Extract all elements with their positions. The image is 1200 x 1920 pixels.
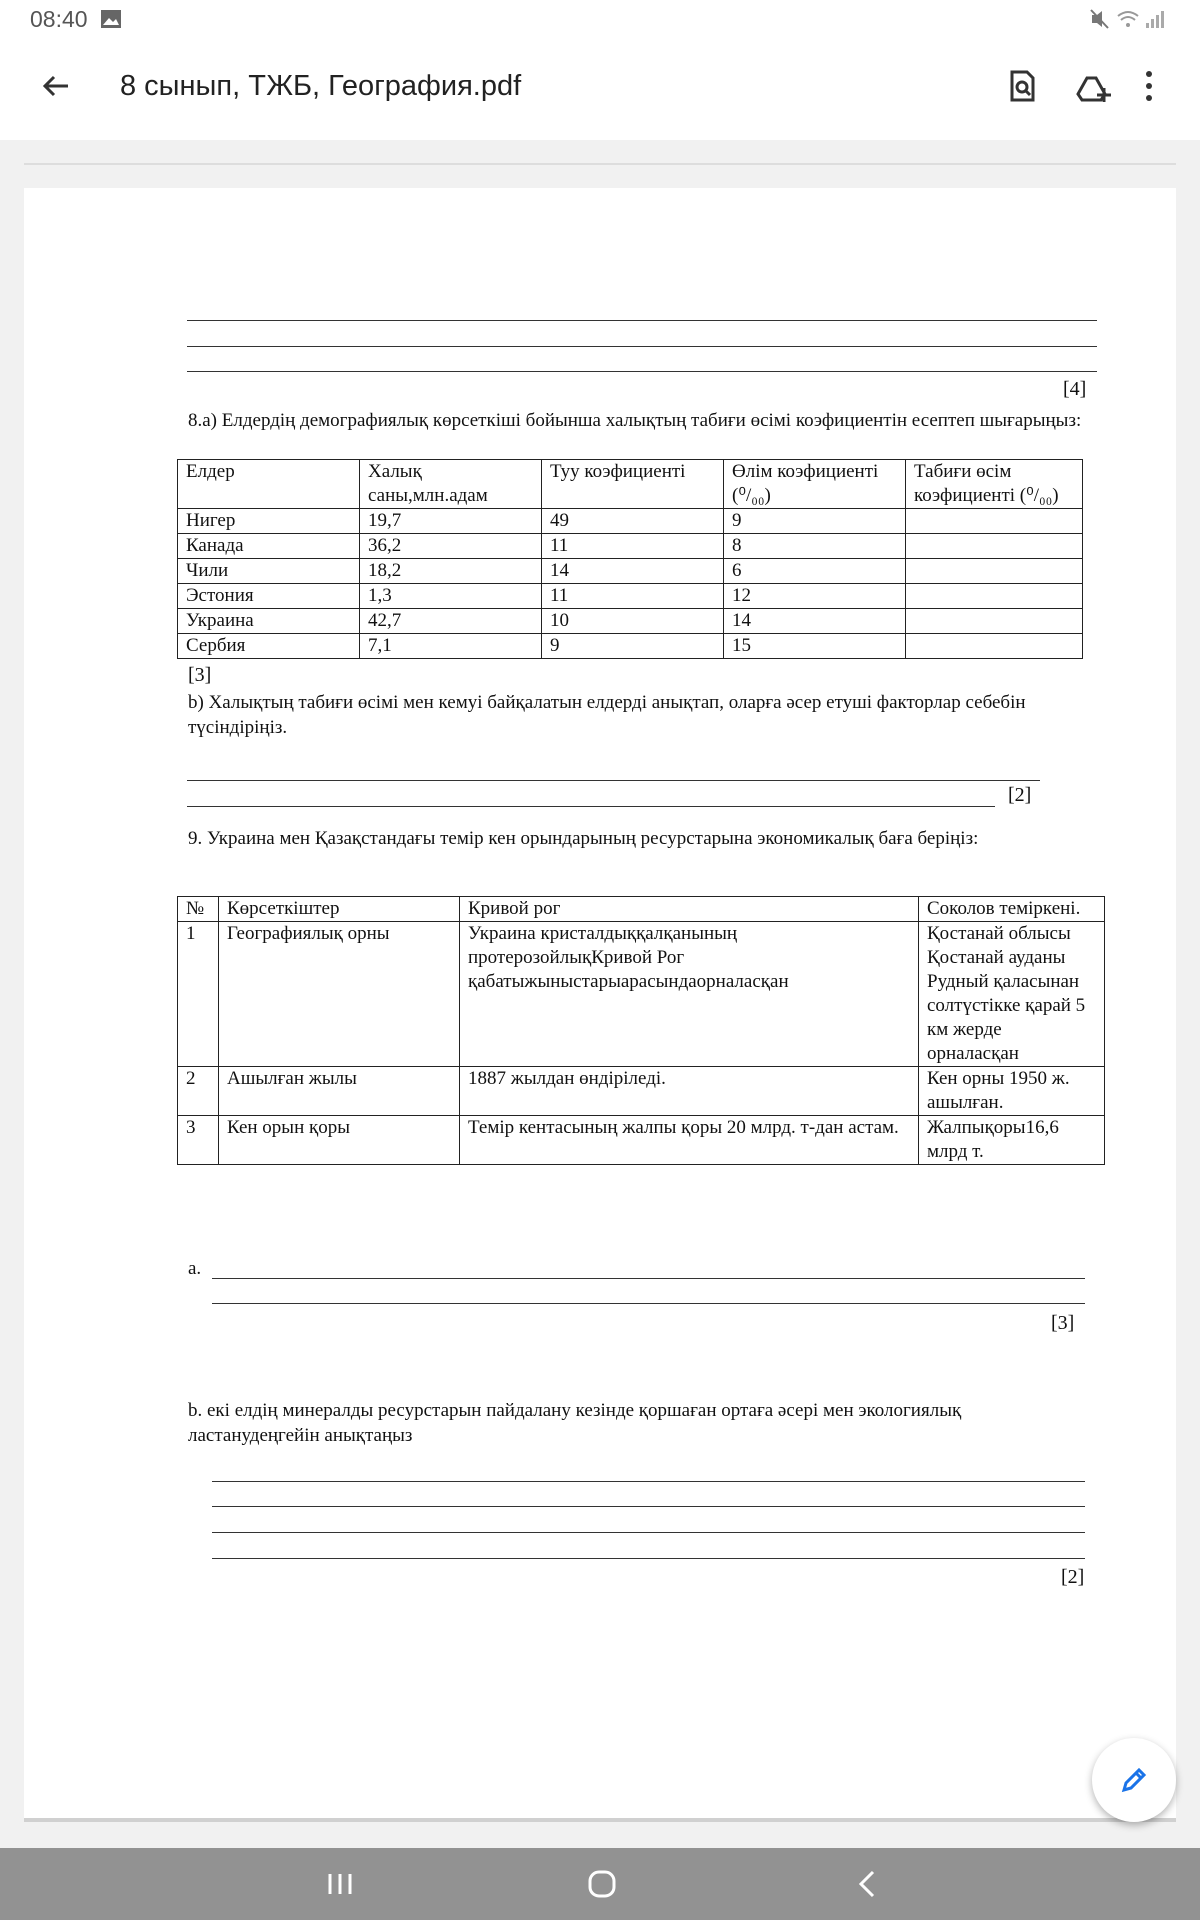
app-bar bbox=[0, 38, 1200, 140]
back-nav-icon[interactable] bbox=[848, 1864, 888, 1904]
signal-icon bbox=[1146, 11, 1164, 28]
table-row bbox=[178, 634, 1083, 659]
table-cell: 12 bbox=[724, 584, 906, 609]
table-cell: 10 bbox=[542, 609, 724, 634]
table-cell: 49 bbox=[542, 509, 724, 534]
answer-line bbox=[212, 1303, 1085, 1304]
question-8a-text: 8.а) Елдердің демографиялық көрсеткіші бойынша халықтың табиғи өсімі коэфициентін есептеп шығарыңыз: bbox=[188, 410, 1082, 431]
search-document-icon[interactable] bbox=[1000, 64, 1044, 108]
table-cell-blank bbox=[906, 509, 1083, 534]
table-cell: 8 bbox=[724, 534, 906, 559]
demography-table bbox=[177, 459, 1083, 659]
table-cell: Жалпықоры16,6 млрд т. bbox=[919, 1116, 1105, 1165]
pencil-icon bbox=[1118, 1764, 1150, 1801]
table-header-row bbox=[178, 460, 1083, 509]
table-cell: 2 bbox=[178, 1067, 219, 1116]
table-row bbox=[178, 534, 1083, 559]
table-cell: 18,2 bbox=[360, 559, 542, 584]
table-cell: 14 bbox=[542, 559, 724, 584]
table-cell: Канада bbox=[178, 534, 360, 559]
answer-line bbox=[212, 1532, 1085, 1533]
table-row bbox=[178, 559, 1083, 584]
table-cell: Украина bbox=[178, 609, 360, 634]
table-row bbox=[178, 609, 1083, 634]
table-header-cell: Елдер bbox=[178, 460, 360, 509]
table-cell: Темір кентасының жалпы қоры 20 млрд. т-дан астам. bbox=[460, 1116, 919, 1165]
table-header-cell: Халық саны,млн.адам bbox=[360, 460, 542, 509]
score-mark: [3] bbox=[188, 664, 212, 686]
answer-line bbox=[212, 1558, 1085, 1559]
home-icon[interactable] bbox=[582, 1864, 622, 1904]
table-row bbox=[178, 1067, 1105, 1116]
table-header-cell: Табиғи өсім коэфициенті (⁰/₀₀) bbox=[906, 460, 1083, 509]
table-header-cell: Соколов теміркені. bbox=[919, 897, 1105, 922]
table-cell: Кен орын қоры bbox=[219, 1116, 460, 1165]
score-mark: [2] bbox=[1061, 1566, 1085, 1588]
pdf-page[interactable] bbox=[24, 188, 1176, 1818]
image-notification-icon bbox=[100, 8, 122, 35]
score-mark: [4] bbox=[1063, 378, 1087, 400]
table-cell: Нигер bbox=[178, 509, 360, 534]
answer-line bbox=[187, 320, 1097, 321]
answer-line bbox=[187, 806, 995, 807]
table-cell-blank bbox=[906, 584, 1083, 609]
table-cell: 11 bbox=[542, 534, 724, 559]
previous-page-edge bbox=[24, 163, 1176, 165]
page-bottom-edge bbox=[24, 1818, 1176, 1822]
question-9b-text: b. екі елдің минералды ресурстарын пайдалану кезінде қоршаған ортаға әсері мен экологиялық ластанудеңгейін анықтаңыз bbox=[188, 1400, 962, 1446]
table-cell-blank bbox=[906, 634, 1083, 659]
table-cell: Географиялық орны bbox=[219, 922, 460, 1067]
table-cell: 1887 жылдан өндіріледі. bbox=[460, 1067, 919, 1116]
score-mark: [2] bbox=[1008, 784, 1032, 806]
table-header-cell: Кривой рог bbox=[460, 897, 919, 922]
table-cell: 9 bbox=[542, 634, 724, 659]
answer-line bbox=[212, 1278, 1085, 1279]
table-cell: 7,1 bbox=[360, 634, 542, 659]
table-cell-blank bbox=[906, 609, 1083, 634]
question-8b-text: b) Халықтың табиғи өсімі мен кемуі байқалатын елдерді анықтап, оларға әсер етуші факторлар себебін түсіндіріңіз. bbox=[188, 692, 1026, 738]
wifi-icon bbox=[1118, 12, 1138, 27]
table-header-cell: Көрсеткіштер bbox=[219, 897, 460, 922]
iron-ore-table bbox=[177, 896, 1105, 1165]
answer-line bbox=[187, 346, 1097, 347]
arrow-back-icon[interactable] bbox=[36, 66, 76, 106]
table-cell: 19,7 bbox=[360, 509, 542, 534]
document-title: 8 сынып, ТЖБ, География.pdf bbox=[120, 70, 522, 102]
system-nav-bar bbox=[0, 1848, 1200, 1920]
table-cell: 1,3 bbox=[360, 584, 542, 609]
table-cell: Қостанай облысы Қостанай ауданы Рудный қаласынан солтүстікке қарай 5 км жерде орналасқан bbox=[919, 922, 1105, 1067]
table-header-row bbox=[178, 897, 1105, 922]
table-cell: 9 bbox=[724, 509, 906, 534]
table-cell-blank bbox=[906, 534, 1083, 559]
status-bar bbox=[0, 0, 1200, 38]
table-cell: Чили bbox=[178, 559, 360, 584]
mute-icon bbox=[1091, 10, 1108, 28]
table-cell: 11 bbox=[542, 584, 724, 609]
table-cell: 14 bbox=[724, 609, 906, 634]
answer-line bbox=[187, 371, 1097, 372]
table-cell: 6 bbox=[724, 559, 906, 584]
score-mark: [3] bbox=[1051, 1312, 1075, 1334]
table-cell: 42,7 bbox=[360, 609, 542, 634]
table-cell: Ашылған жылы bbox=[219, 1067, 460, 1116]
table-header-cell: № bbox=[178, 897, 219, 922]
add-to-drive-icon[interactable] bbox=[1070, 64, 1114, 108]
table-cell: Кен орны 1950 ж. ашылған. bbox=[919, 1067, 1105, 1116]
table-header-cell: Туу коэфициенті bbox=[542, 460, 724, 509]
table-cell: 3 bbox=[178, 1116, 219, 1165]
table-cell: Украина кристалдыққалқанының протерозойлықКривой Рог қабатыжыныстарыарасындаорналасқан bbox=[460, 922, 919, 1067]
table-header-cell: Өлім коэфициенті (⁰/₀₀) bbox=[724, 460, 906, 509]
table-row bbox=[178, 509, 1083, 534]
recent-apps-icon[interactable] bbox=[320, 1864, 360, 1904]
table-cell: Сербия bbox=[178, 634, 360, 659]
table-cell-blank bbox=[906, 559, 1083, 584]
answer-line bbox=[187, 780, 1040, 781]
status-indicators bbox=[1090, 6, 1170, 37]
table-row bbox=[178, 922, 1105, 1067]
more-vert-icon[interactable] bbox=[1134, 64, 1164, 108]
table-cell: 15 bbox=[724, 634, 906, 659]
table-cell: 1 bbox=[178, 922, 219, 1067]
question-9a-label: a. bbox=[188, 1258, 202, 1279]
table-row bbox=[178, 584, 1083, 609]
table-row bbox=[178, 1116, 1105, 1165]
table-cell: Эстония bbox=[178, 584, 360, 609]
question-9-text: 9. Украина мен Қазақстандағы темір кен орындарының ресурстарына экономикалық баға беріңіз: bbox=[188, 828, 979, 849]
answer-line bbox=[212, 1506, 1085, 1507]
answer-line bbox=[212, 1481, 1085, 1482]
status-time: 08:40 bbox=[30, 6, 88, 32]
table-cell: 36,2 bbox=[360, 534, 542, 559]
edit-fab-button[interactable] bbox=[1092, 1738, 1176, 1822]
